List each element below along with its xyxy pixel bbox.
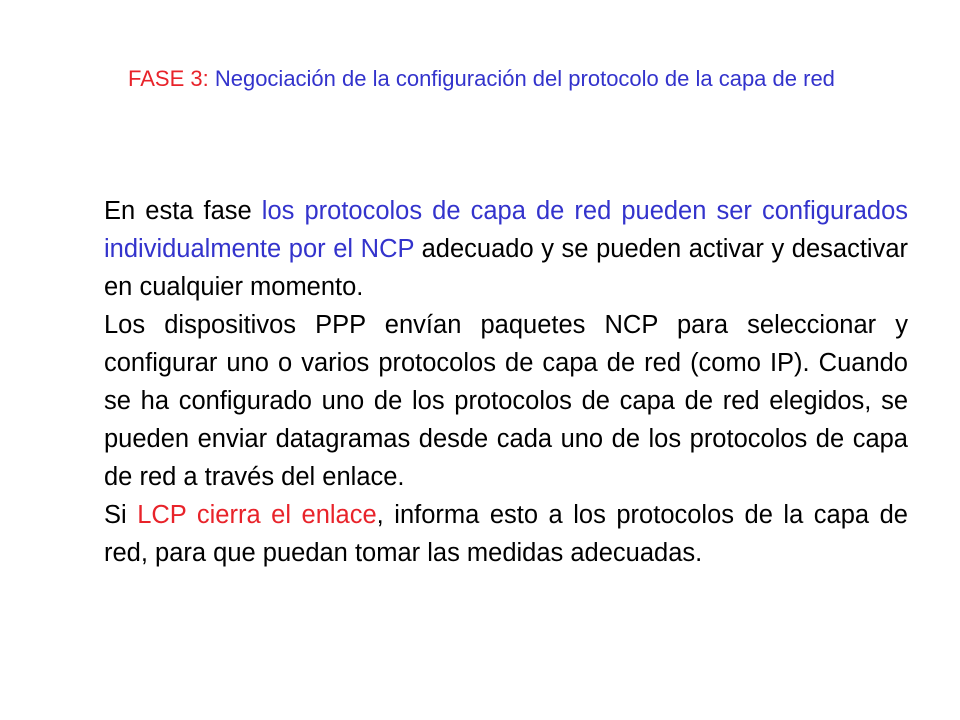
paragraph-3 — [104, 496, 908, 572]
slide-title — [128, 64, 848, 94]
slide-body — [104, 192, 908, 572]
paragraph-1 — [104, 192, 908, 306]
title-text: Negociación de la configuración del protocolo de la capa de red — [208, 66, 835, 91]
paragraph-1-highlight: los protocolos de capa de red pueden ser configurados individualmente por el NCP — [104, 197, 908, 263]
paragraph-1-rest: adecuado y se pueden activar y desactivar en cualquier momento. — [104, 235, 908, 301]
title-phase-label: FASE 3: — [128, 66, 209, 91]
paragraph-1-intro: En esta fase — [104, 197, 262, 225]
paragraph-3-highlight: LCP cierra el enlace — [137, 501, 377, 529]
paragraph-3-intro: Si — [104, 501, 138, 529]
paragraph-3-rest: , informa esto a los protocolos de la capa de red, para que puedan tomar las medidas adecuadas. — [104, 501, 908, 567]
paragraph-2: Los dispositivos PPP envían paquetes NCP para seleccionar y configurar uno o varios protocolos de capa de red (como IP). Cuando se ha configurado uno de los protocolos de capa de red elegidos, se pueden enviar datagramas desde cada uno de los protocolos de capa de red a través del enlace. — [104, 311, 908, 491]
